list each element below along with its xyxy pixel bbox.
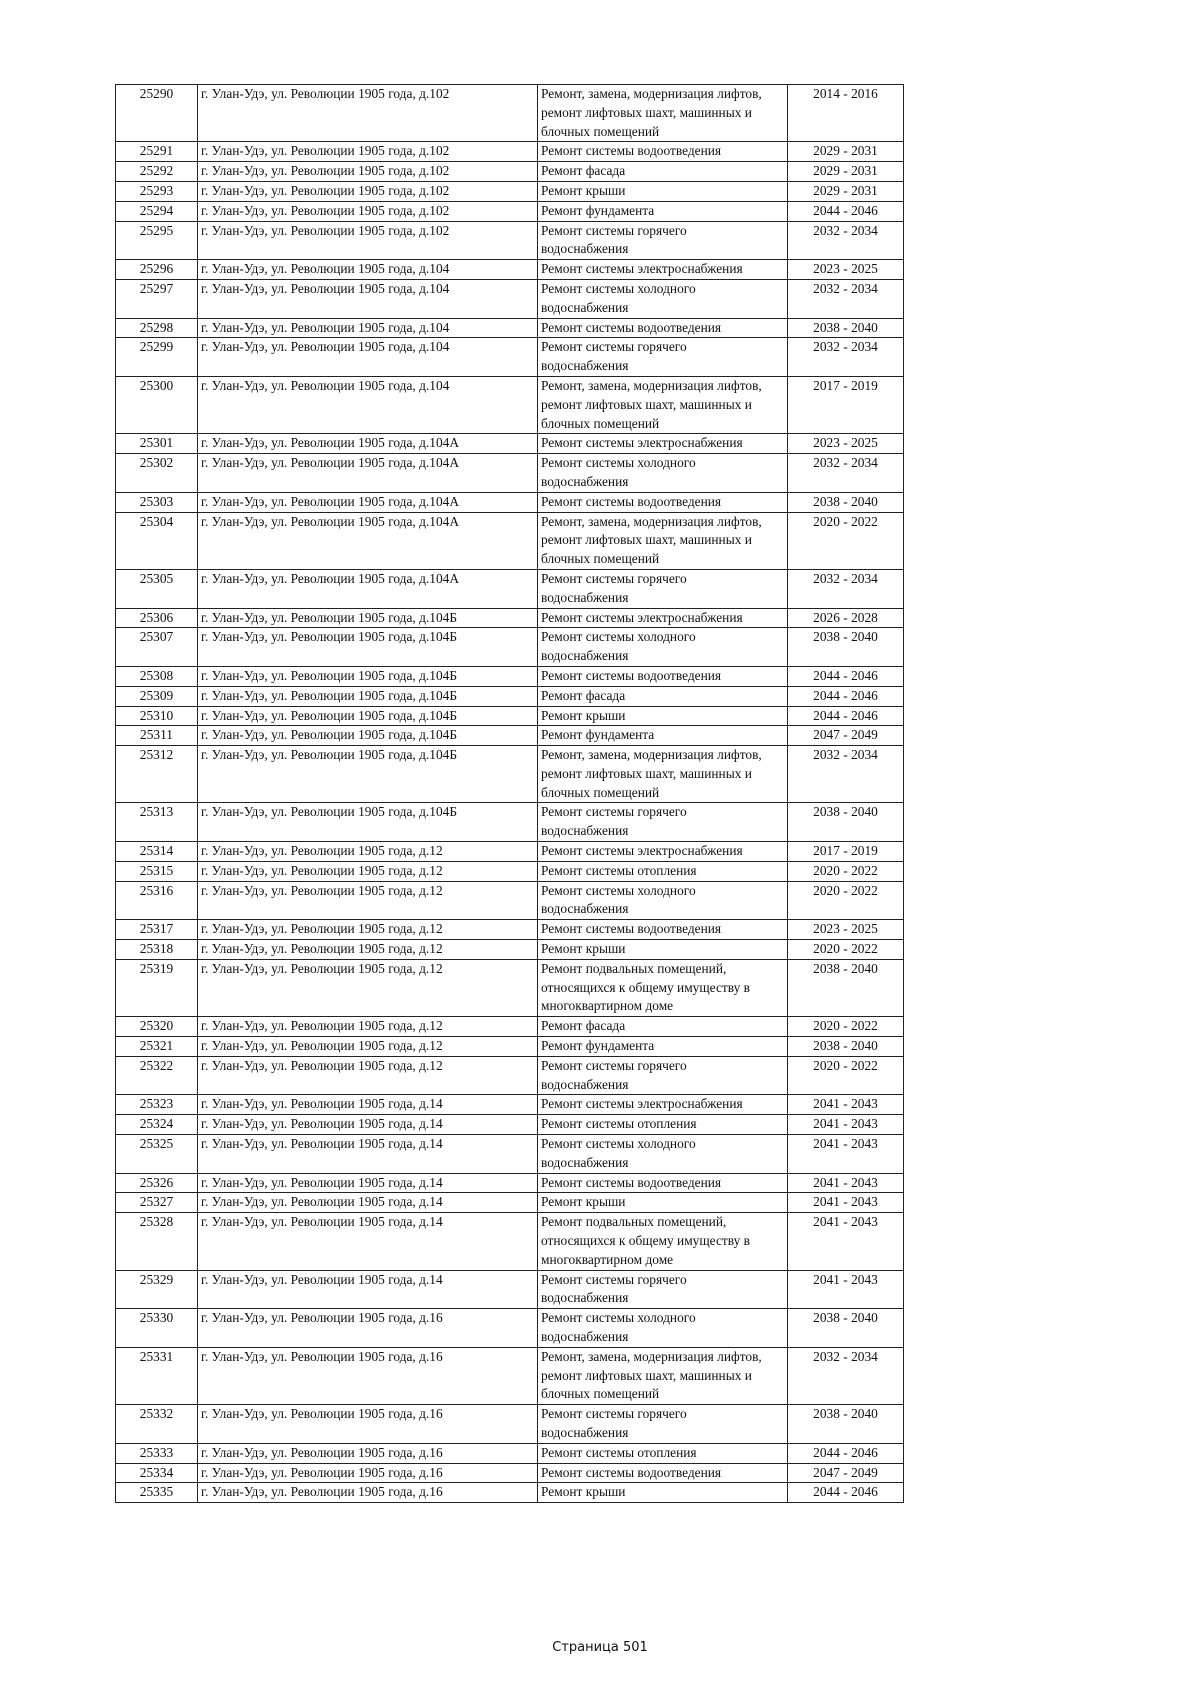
- work-type-cell: Ремонт подвальных помещений, относящихся к общему имуществу в многоквартирном доме: [538, 959, 788, 1016]
- work-type-cell: Ремонт системы горячего водоснабжения: [538, 803, 788, 842]
- table-row: [116, 746, 904, 803]
- row-number-cell: 25307: [116, 628, 198, 667]
- row-number-cell: 25313: [116, 803, 198, 842]
- work-type-cell: Ремонт системы отопления: [538, 861, 788, 881]
- work-type-cell: Ремонт системы холодного водоснабжения: [538, 1309, 788, 1348]
- address-cell: г. Улан-Удэ, ул. Революции 1905 года, д.104Б: [198, 803, 538, 842]
- period-cell: 2020 - 2022: [788, 1017, 904, 1037]
- row-number-cell: 25322: [116, 1056, 198, 1095]
- period-cell: 2032 - 2034: [788, 279, 904, 318]
- table-row: [116, 726, 904, 746]
- address-cell: г. Улан-Удэ, ул. Революции 1905 года, д.12: [198, 881, 538, 920]
- work-type-cell: Ремонт системы горячего водоснабжения: [538, 221, 788, 260]
- work-type-cell: Ремонт системы горячего водоснабжения: [538, 338, 788, 377]
- address-cell: г. Улан-Удэ, ул. Революции 1905 года, д.104: [198, 260, 538, 280]
- period-cell: 2038 - 2040: [788, 318, 904, 338]
- period-cell: 2041 - 2043: [788, 1173, 904, 1193]
- period-cell: 2044 - 2046: [788, 686, 904, 706]
- period-cell: 2029 - 2031: [788, 181, 904, 201]
- row-number-cell: 25320: [116, 1017, 198, 1037]
- address-cell: г. Улан-Удэ, ул. Революции 1905 года, д.104: [198, 279, 538, 318]
- row-number-cell: 25298: [116, 318, 198, 338]
- address-cell: г. Улан-Удэ, ул. Революции 1905 года, д.14: [198, 1115, 538, 1135]
- table-row: [116, 1193, 904, 1213]
- row-number-cell: 25314: [116, 842, 198, 862]
- period-cell: 2044 - 2046: [788, 201, 904, 221]
- table-row: [116, 1347, 904, 1404]
- table-row: [116, 959, 904, 1016]
- table-row: [116, 1037, 904, 1057]
- address-cell: г. Улан-Удэ, ул. Революции 1905 года, д.12: [198, 861, 538, 881]
- address-cell: г. Улан-Удэ, ул. Революции 1905 года, д.12: [198, 959, 538, 1016]
- address-cell: г. Улан-Удэ, ул. Революции 1905 года, д.12: [198, 1056, 538, 1095]
- work-type-cell: Ремонт, замена, модернизация лифтов, ремонт лифтовых шахт, машинных и блочных помещений: [538, 376, 788, 433]
- period-cell: 2020 - 2022: [788, 940, 904, 960]
- work-type-cell: Ремонт, замена, модернизация лифтов, ремонт лифтовых шахт, машинных и блочных помещений: [538, 85, 788, 142]
- address-cell: г. Улан-Удэ, ул. Революции 1905 года, д.104А: [198, 492, 538, 512]
- work-type-cell: Ремонт крыши: [538, 181, 788, 201]
- address-cell: г. Улан-Удэ, ул. Революции 1905 года, д.104Б: [198, 628, 538, 667]
- period-cell: 2017 - 2019: [788, 376, 904, 433]
- row-number-cell: 25306: [116, 608, 198, 628]
- work-type-cell: Ремонт крыши: [538, 706, 788, 726]
- table-row: [116, 608, 904, 628]
- table-row: [116, 492, 904, 512]
- period-cell: 2014 - 2016: [788, 85, 904, 142]
- work-type-cell: Ремонт фасада: [538, 686, 788, 706]
- table-row: [116, 861, 904, 881]
- work-type-cell: Ремонт фундамента: [538, 1037, 788, 1057]
- row-number-cell: 25302: [116, 454, 198, 493]
- address-cell: г. Улан-Удэ, ул. Революции 1905 года, д.102: [198, 162, 538, 182]
- row-number-cell: 25295: [116, 221, 198, 260]
- table-row: [116, 1463, 904, 1483]
- period-cell: 2038 - 2040: [788, 492, 904, 512]
- row-number-cell: 25312: [116, 746, 198, 803]
- work-type-cell: Ремонт системы горячего водоснабжения: [538, 1405, 788, 1444]
- table-row: [116, 920, 904, 940]
- address-cell: г. Улан-Удэ, ул. Революции 1905 года, д.104А: [198, 454, 538, 493]
- row-number-cell: 25293: [116, 181, 198, 201]
- row-number-cell: 25330: [116, 1309, 198, 1348]
- address-cell: г. Улан-Удэ, ул. Революции 1905 года, д.14: [198, 1173, 538, 1193]
- period-cell: 2023 - 2025: [788, 260, 904, 280]
- row-number-cell: 25296: [116, 260, 198, 280]
- row-number-cell: 25290: [116, 85, 198, 142]
- table-row: [116, 1309, 904, 1348]
- period-cell: 2032 - 2034: [788, 569, 904, 608]
- table-body: [116, 85, 904, 1503]
- table-row: [116, 666, 904, 686]
- address-cell: г. Улан-Удэ, ул. Революции 1905 года, д.104А: [198, 569, 538, 608]
- row-number-cell: 25297: [116, 279, 198, 318]
- row-number-cell: 25301: [116, 434, 198, 454]
- work-type-cell: Ремонт фасада: [538, 1017, 788, 1037]
- period-cell: 2041 - 2043: [788, 1193, 904, 1213]
- table-row: [116, 1443, 904, 1463]
- period-cell: 2029 - 2031: [788, 142, 904, 162]
- table-row: [116, 803, 904, 842]
- table-row: [116, 260, 904, 280]
- table-row: [116, 1405, 904, 1444]
- table-row: [116, 1056, 904, 1095]
- work-type-cell: Ремонт системы электроснабжения: [538, 842, 788, 862]
- address-cell: г. Улан-Удэ, ул. Революции 1905 года, д.16: [198, 1309, 538, 1348]
- row-number-cell: 25326: [116, 1173, 198, 1193]
- table-row: [116, 181, 904, 201]
- work-type-cell: Ремонт фундамента: [538, 726, 788, 746]
- row-number-cell: 25318: [116, 940, 198, 960]
- work-type-cell: Ремонт подвальных помещений, относящихся к общему имуществу в многоквартирном доме: [538, 1213, 788, 1270]
- period-cell: 2041 - 2043: [788, 1135, 904, 1174]
- period-cell: 2032 - 2034: [788, 454, 904, 493]
- row-number-cell: 25331: [116, 1347, 198, 1404]
- work-type-cell: Ремонт крыши: [538, 1483, 788, 1503]
- address-cell: г. Улан-Удэ, ул. Революции 1905 года, д.12: [198, 1037, 538, 1057]
- address-cell: г. Улан-Удэ, ул. Революции 1905 года, д.102: [198, 181, 538, 201]
- work-type-cell: Ремонт, замена, модернизация лифтов, ремонт лифтовых шахт, машинных и блочных помещений: [538, 1347, 788, 1404]
- row-number-cell: 25325: [116, 1135, 198, 1174]
- table-row: [116, 1095, 904, 1115]
- period-cell: 2026 - 2028: [788, 608, 904, 628]
- address-cell: г. Улан-Удэ, ул. Революции 1905 года, д.14: [198, 1135, 538, 1174]
- table-row: [116, 201, 904, 221]
- period-cell: 2047 - 2049: [788, 726, 904, 746]
- work-type-cell: Ремонт системы водоотведения: [538, 142, 788, 162]
- address-cell: г. Улан-Удэ, ул. Революции 1905 года, д.104: [198, 338, 538, 377]
- period-cell: 2020 - 2022: [788, 861, 904, 881]
- work-type-cell: Ремонт системы холодного водоснабжения: [538, 881, 788, 920]
- work-type-cell: Ремонт системы холодного водоснабжения: [538, 628, 788, 667]
- table-row: [116, 1483, 904, 1503]
- period-cell: 2041 - 2043: [788, 1115, 904, 1135]
- period-cell: 2044 - 2046: [788, 706, 904, 726]
- period-cell: 2038 - 2040: [788, 1037, 904, 1057]
- address-cell: г. Улан-Удэ, ул. Революции 1905 года, д.16: [198, 1443, 538, 1463]
- work-type-cell: Ремонт системы отопления: [538, 1443, 788, 1463]
- work-type-cell: Ремонт системы холодного водоснабжения: [538, 1135, 788, 1174]
- address-cell: г. Улан-Удэ, ул. Революции 1905 года, д.12: [198, 920, 538, 940]
- address-cell: г. Улан-Удэ, ул. Революции 1905 года, д.104А: [198, 512, 538, 569]
- address-cell: г. Улан-Удэ, ул. Революции 1905 года, д.104Б: [198, 666, 538, 686]
- row-number-cell: 25311: [116, 726, 198, 746]
- row-number-cell: 25334: [116, 1463, 198, 1483]
- table-row: [116, 1173, 904, 1193]
- work-type-cell: Ремонт, замена, модернизация лифтов, ремонт лифтовых шахт, машинных и блочных помещений: [538, 512, 788, 569]
- table-row: [116, 1115, 904, 1135]
- address-cell: г. Улан-Удэ, ул. Революции 1905 года, д.16: [198, 1347, 538, 1404]
- period-cell: 2020 - 2022: [788, 512, 904, 569]
- period-cell: 2041 - 2043: [788, 1095, 904, 1115]
- table-row: [116, 279, 904, 318]
- address-cell: г. Улан-Удэ, ул. Революции 1905 года, д.104Б: [198, 726, 538, 746]
- work-type-cell: Ремонт системы горячего водоснабжения: [538, 1056, 788, 1095]
- table-row: [116, 1135, 904, 1174]
- row-number-cell: 25317: [116, 920, 198, 940]
- work-type-cell: Ремонт системы водоотведения: [538, 666, 788, 686]
- period-cell: 2038 - 2040: [788, 1405, 904, 1444]
- table-row: [116, 142, 904, 162]
- table-row: [116, 376, 904, 433]
- work-type-cell: Ремонт системы холодного водоснабжения: [538, 279, 788, 318]
- table-row: [116, 569, 904, 608]
- repair-schedule-table: [115, 84, 904, 1503]
- work-type-cell: Ремонт системы горячего водоснабжения: [538, 569, 788, 608]
- row-number-cell: 25291: [116, 142, 198, 162]
- table-row: [116, 454, 904, 493]
- address-cell: г. Улан-Удэ, ул. Революции 1905 года, д.14: [198, 1193, 538, 1213]
- row-number-cell: 25319: [116, 959, 198, 1016]
- work-type-cell: Ремонт системы водоотведения: [538, 318, 788, 338]
- row-number-cell: 25294: [116, 201, 198, 221]
- work-type-cell: Ремонт системы водоотведения: [538, 1173, 788, 1193]
- address-cell: г. Улан-Удэ, ул. Революции 1905 года, д.102: [198, 201, 538, 221]
- address-cell: г. Улан-Удэ, ул. Революции 1905 года, д.104: [198, 376, 538, 433]
- table-row: [116, 162, 904, 182]
- period-cell: 2041 - 2043: [788, 1213, 904, 1270]
- work-type-cell: Ремонт системы водоотведения: [538, 1463, 788, 1483]
- row-number-cell: 25316: [116, 881, 198, 920]
- table-row: [116, 1270, 904, 1309]
- table-row: [116, 338, 904, 377]
- work-type-cell: Ремонт фасада: [538, 162, 788, 182]
- row-number-cell: 25332: [116, 1405, 198, 1444]
- row-number-cell: 25299: [116, 338, 198, 377]
- table-row: [116, 318, 904, 338]
- table-row: [116, 706, 904, 726]
- table-row: [116, 842, 904, 862]
- address-cell: г. Улан-Удэ, ул. Революции 1905 года, д.104Б: [198, 706, 538, 726]
- period-cell: 2032 - 2034: [788, 746, 904, 803]
- address-cell: г. Улан-Удэ, ул. Революции 1905 года, д.12: [198, 842, 538, 862]
- row-number-cell: 25328: [116, 1213, 198, 1270]
- row-number-cell: 25321: [116, 1037, 198, 1057]
- period-cell: 2032 - 2034: [788, 221, 904, 260]
- period-cell: 2020 - 2022: [788, 881, 904, 920]
- period-cell: 2032 - 2034: [788, 1347, 904, 1404]
- period-cell: 2038 - 2040: [788, 959, 904, 1016]
- address-cell: г. Улан-Удэ, ул. Революции 1905 года, д.16: [198, 1405, 538, 1444]
- row-number-cell: 25310: [116, 706, 198, 726]
- table-row: [116, 686, 904, 706]
- row-number-cell: 25324: [116, 1115, 198, 1135]
- address-cell: г. Улан-Удэ, ул. Революции 1905 года, д.14: [198, 1213, 538, 1270]
- row-number-cell: 25308: [116, 666, 198, 686]
- work-type-cell: Ремонт, замена, модернизация лифтов, ремонт лифтовых шахт, машинных и блочных помещений: [538, 746, 788, 803]
- work-type-cell: Ремонт системы электроснабжения: [538, 260, 788, 280]
- address-cell: г. Улан-Удэ, ул. Революции 1905 года, д.102: [198, 142, 538, 162]
- period-cell: 2017 - 2019: [788, 842, 904, 862]
- page-number-label: Страница 501: [552, 1640, 648, 1655]
- period-cell: 2047 - 2049: [788, 1463, 904, 1483]
- address-cell: г. Улан-Удэ, ул. Революции 1905 года, д.104Б: [198, 686, 538, 706]
- work-type-cell: Ремонт крыши: [538, 940, 788, 960]
- row-number-cell: 25315: [116, 861, 198, 881]
- work-type-cell: Ремонт крыши: [538, 1193, 788, 1213]
- row-number-cell: 25292: [116, 162, 198, 182]
- row-number-cell: 25333: [116, 1443, 198, 1463]
- address-cell: г. Улан-Удэ, ул. Революции 1905 года, д.12: [198, 940, 538, 960]
- work-type-cell: Ремонт системы отопления: [538, 1115, 788, 1135]
- address-cell: г. Улан-Удэ, ул. Революции 1905 года, д.12: [198, 1017, 538, 1037]
- address-cell: г. Улан-Удэ, ул. Революции 1905 года, д.102: [198, 221, 538, 260]
- row-number-cell: 25303: [116, 492, 198, 512]
- work-type-cell: Ремонт системы водоотведения: [538, 920, 788, 940]
- work-type-cell: Ремонт системы электроснабжения: [538, 1095, 788, 1115]
- period-cell: 2038 - 2040: [788, 628, 904, 667]
- address-cell: г. Улан-Удэ, ул. Революции 1905 года, д.16: [198, 1483, 538, 1503]
- row-number-cell: 25305: [116, 569, 198, 608]
- page-footer: [0, 1640, 1200, 1655]
- period-cell: 2041 - 2043: [788, 1270, 904, 1309]
- row-number-cell: 25323: [116, 1095, 198, 1115]
- period-cell: 2044 - 2046: [788, 1483, 904, 1503]
- work-type-cell: Ремонт фундамента: [538, 201, 788, 221]
- period-cell: 2038 - 2040: [788, 1309, 904, 1348]
- period-cell: 2029 - 2031: [788, 162, 904, 182]
- table-row: [116, 1017, 904, 1037]
- work-type-cell: Ремонт системы горячего водоснабжения: [538, 1270, 788, 1309]
- work-type-cell: Ремонт системы холодного водоснабжения: [538, 454, 788, 493]
- table-row: [116, 221, 904, 260]
- address-cell: г. Улан-Удэ, ул. Революции 1905 года, д.104: [198, 318, 538, 338]
- address-cell: г. Улан-Удэ, ул. Революции 1905 года, д.104Б: [198, 746, 538, 803]
- period-cell: 2032 - 2034: [788, 338, 904, 377]
- table-row: [116, 85, 904, 142]
- address-cell: г. Улан-Удэ, ул. Революции 1905 года, д.14: [198, 1270, 538, 1309]
- period-cell: 2044 - 2046: [788, 666, 904, 686]
- table-row: [116, 1213, 904, 1270]
- table-row: [116, 434, 904, 454]
- work-type-cell: Ремонт системы электроснабжения: [538, 434, 788, 454]
- row-number-cell: 25335: [116, 1483, 198, 1503]
- row-number-cell: 25327: [116, 1193, 198, 1213]
- table-row: [116, 881, 904, 920]
- table-row: [116, 628, 904, 667]
- period-cell: 2038 - 2040: [788, 803, 904, 842]
- address-cell: г. Улан-Удэ, ул. Революции 1905 года, д.14: [198, 1095, 538, 1115]
- address-cell: г. Улан-Удэ, ул. Революции 1905 года, д.102: [198, 85, 538, 142]
- table-row: [116, 940, 904, 960]
- address-cell: г. Улан-Удэ, ул. Революции 1905 года, д.16: [198, 1463, 538, 1483]
- table-row: [116, 512, 904, 569]
- work-type-cell: Ремонт системы водоотведения: [538, 492, 788, 512]
- row-number-cell: 25329: [116, 1270, 198, 1309]
- period-cell: 2023 - 2025: [788, 920, 904, 940]
- row-number-cell: 25309: [116, 686, 198, 706]
- address-cell: г. Улан-Удэ, ул. Революции 1905 года, д.104Б: [198, 608, 538, 628]
- period-cell: 2020 - 2022: [788, 1056, 904, 1095]
- address-cell: г. Улан-Удэ, ул. Революции 1905 года, д.104А: [198, 434, 538, 454]
- row-number-cell: 25300: [116, 376, 198, 433]
- work-type-cell: Ремонт системы электроснабжения: [538, 608, 788, 628]
- period-cell: 2023 - 2025: [788, 434, 904, 454]
- period-cell: 2044 - 2046: [788, 1443, 904, 1463]
- row-number-cell: 25304: [116, 512, 198, 569]
